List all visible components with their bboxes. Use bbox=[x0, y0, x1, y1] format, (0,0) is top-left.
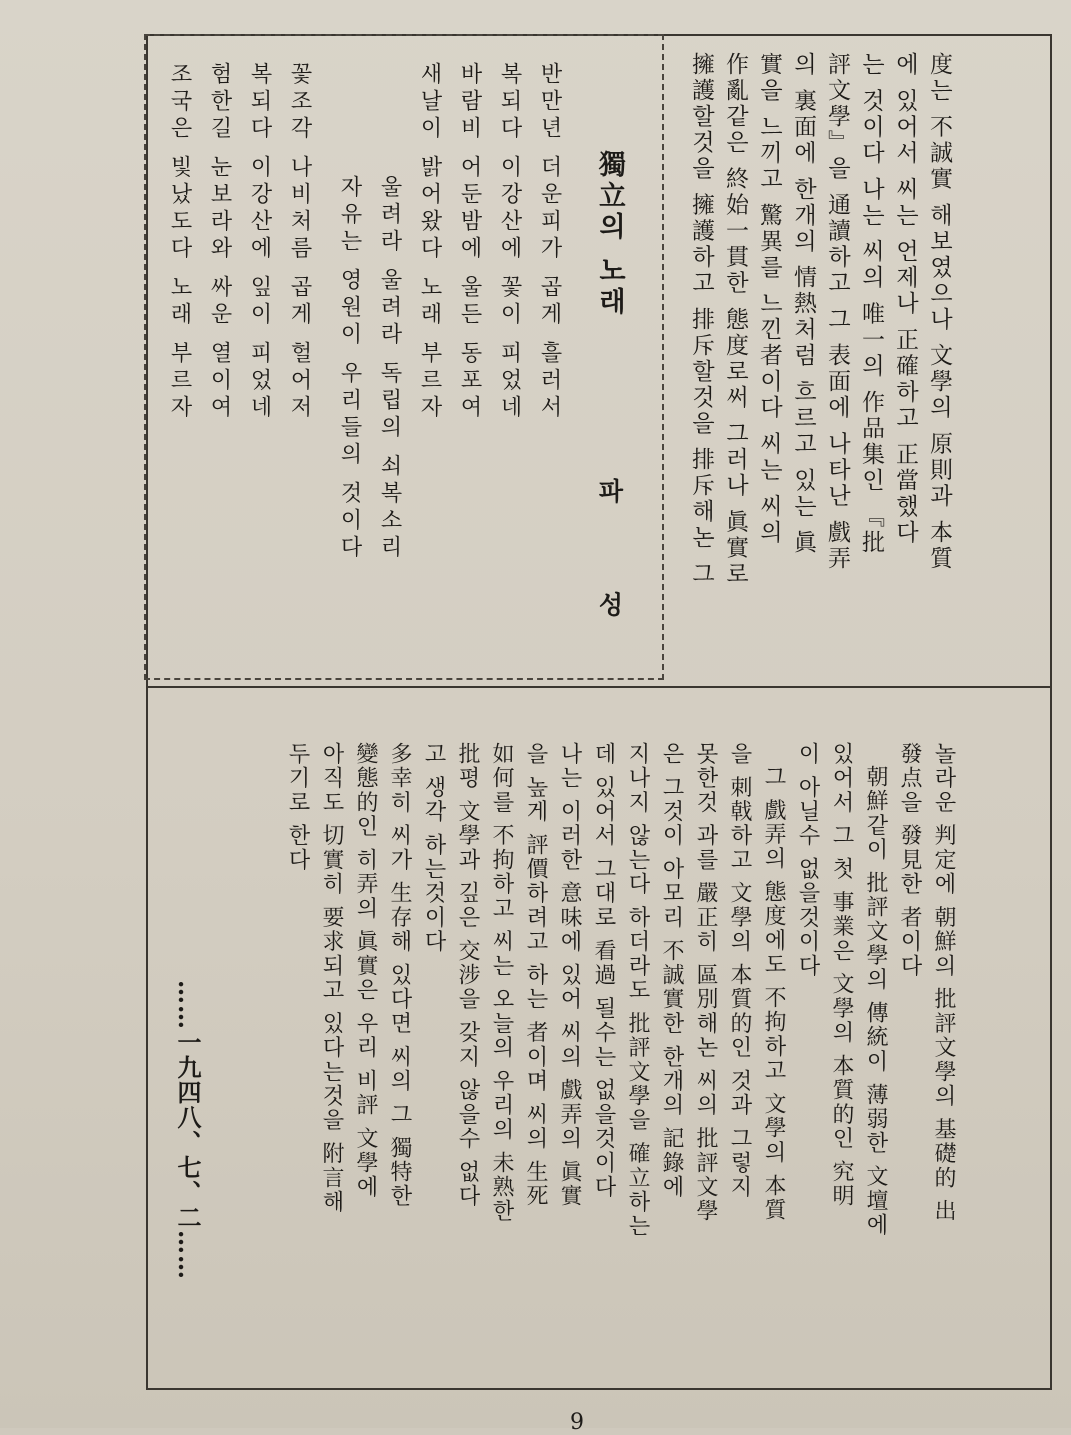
poem-line-2: 복되다 이강산에 꽃이 피었네 bbox=[497, 62, 522, 422]
bottom-column-20: 두기로 한다 bbox=[285, 742, 310, 873]
poem-line-5: 울려라 울려라 독립의 쇠복소리 bbox=[377, 175, 402, 562]
top-column-7: 作亂같은 終始一貫한 態度로써 그러나 眞實로 bbox=[722, 52, 748, 588]
bottom-column-15: 批평 文學과 깊은 交涉을 갖지 않을수 없다 bbox=[455, 742, 480, 1209]
poem-line-1: 반만년 더운피가 곱게 흘러서 bbox=[537, 62, 562, 422]
bottom-column-13: 을 높게 評價하려고 하는 者이며 씨의 生死 bbox=[523, 742, 548, 1209]
top-column-6: 實을 느끼고 驚異를 느낀者이다 씨는 씨의 bbox=[756, 52, 782, 546]
poem-line-7: 꽃조각 나비처름 곱게 헐어저 bbox=[287, 62, 312, 422]
top-column-8: 擁護할것을 擁護하고 排斥할것을 排斥해논 그 bbox=[688, 52, 714, 588]
bottom-column-7: 을 刺戟하고 文學의 本質的인 것과 그렇지 bbox=[727, 742, 752, 1200]
bottom-column-17: 多幸히 씨가 生存해 있다면 씨의 그 獨特한 bbox=[387, 742, 412, 1209]
top-column-2: 에 있어서 씨는 언제나 正確하고 正當했다 bbox=[892, 52, 918, 546]
bottom-column-12: 나는 이러한 意味에 있어 씨의 戲弄의 眞實 bbox=[557, 742, 582, 1209]
top-column-4: 評文學』을 通讀하고 그 表面에 나타난 戲弄 bbox=[824, 52, 850, 572]
poem-line-10: 조국은 빛났도다 노래 부르자 bbox=[167, 62, 192, 422]
page-number: 9 bbox=[570, 1410, 584, 1435]
bottom-column-11: 데 있어서 그대로 看過 될수는 없을것이다 bbox=[591, 742, 616, 1200]
bottom-column-9: 은 그것이 아모리 不誠實한 한개의 記錄에 bbox=[659, 742, 684, 1200]
top-column-5: 의 裏面에 한개의 情熱처럼 흐르고 있는 眞 bbox=[790, 52, 816, 556]
poem-title: 獨立의 노래 bbox=[594, 150, 625, 319]
bottom-column-3: 朝鮮같이 批評文學의 傳統이 薄弱한 文壇에 bbox=[863, 765, 888, 1238]
bottom-column-19: 아직도 切實히 要求되고 있다는것을 附言해 bbox=[319, 742, 344, 1215]
bottom-column-14: 如何를 不拘하고 씨는 오늘의 우리의 未熟한 bbox=[489, 742, 514, 1224]
bottom-column-10: 지나지 않는다 하더라도 批評文學을 確立하는 bbox=[625, 742, 650, 1239]
section-divider bbox=[146, 686, 1052, 688]
poem-author: 파 성 bbox=[595, 478, 624, 657]
top-column-3: 는 것이다 나는 씨의 唯一의 作品集인 『批 bbox=[858, 52, 884, 556]
bottom-column-18: 變態的인 히弄의 眞實은 우리 비評 文學에 bbox=[353, 742, 378, 1200]
poem-line-4: 새날이 밝어왔다 노래 부르자 bbox=[417, 62, 442, 422]
poem-line-3: 바람비 어둔밤에 울든 동포여 bbox=[457, 62, 482, 422]
date-line: ……一九四八、七、二…… bbox=[173, 980, 202, 1280]
bottom-column-8: 못한것 과를 嚴正히 區別해논 씨의 批評文學 bbox=[693, 742, 718, 1224]
bottom-column-2: 發点을 發見한 者이다 bbox=[897, 742, 922, 979]
poem-line-6: 자유는 영원이 우리들의 것이다 bbox=[337, 175, 362, 562]
top-column-1: 度는 不誠實 해보였으나 文學의 原則과 本質 bbox=[926, 52, 952, 572]
bottom-column-1: 놀라운 判定에 朝鮮의 批評文學의 基礎的 出 bbox=[931, 742, 956, 1224]
bottom-column-5: 이 아닐수 없을것이다 bbox=[795, 742, 820, 979]
bottom-column-6: 그 戲弄의 態度에도 不拘하고 文學의 本質 bbox=[761, 765, 786, 1223]
bottom-column-4: 있어서 그 첫 事業은 文學의 本質的인 究明 bbox=[829, 742, 854, 1209]
bottom-column-16: 고 생각 하는것이다 bbox=[421, 742, 446, 954]
poem-line-8: 복되다 이강산에 잎이 피었네 bbox=[247, 62, 272, 422]
poem-line-9: 험한길 눈보라와 싸운 열이여 bbox=[207, 62, 232, 422]
